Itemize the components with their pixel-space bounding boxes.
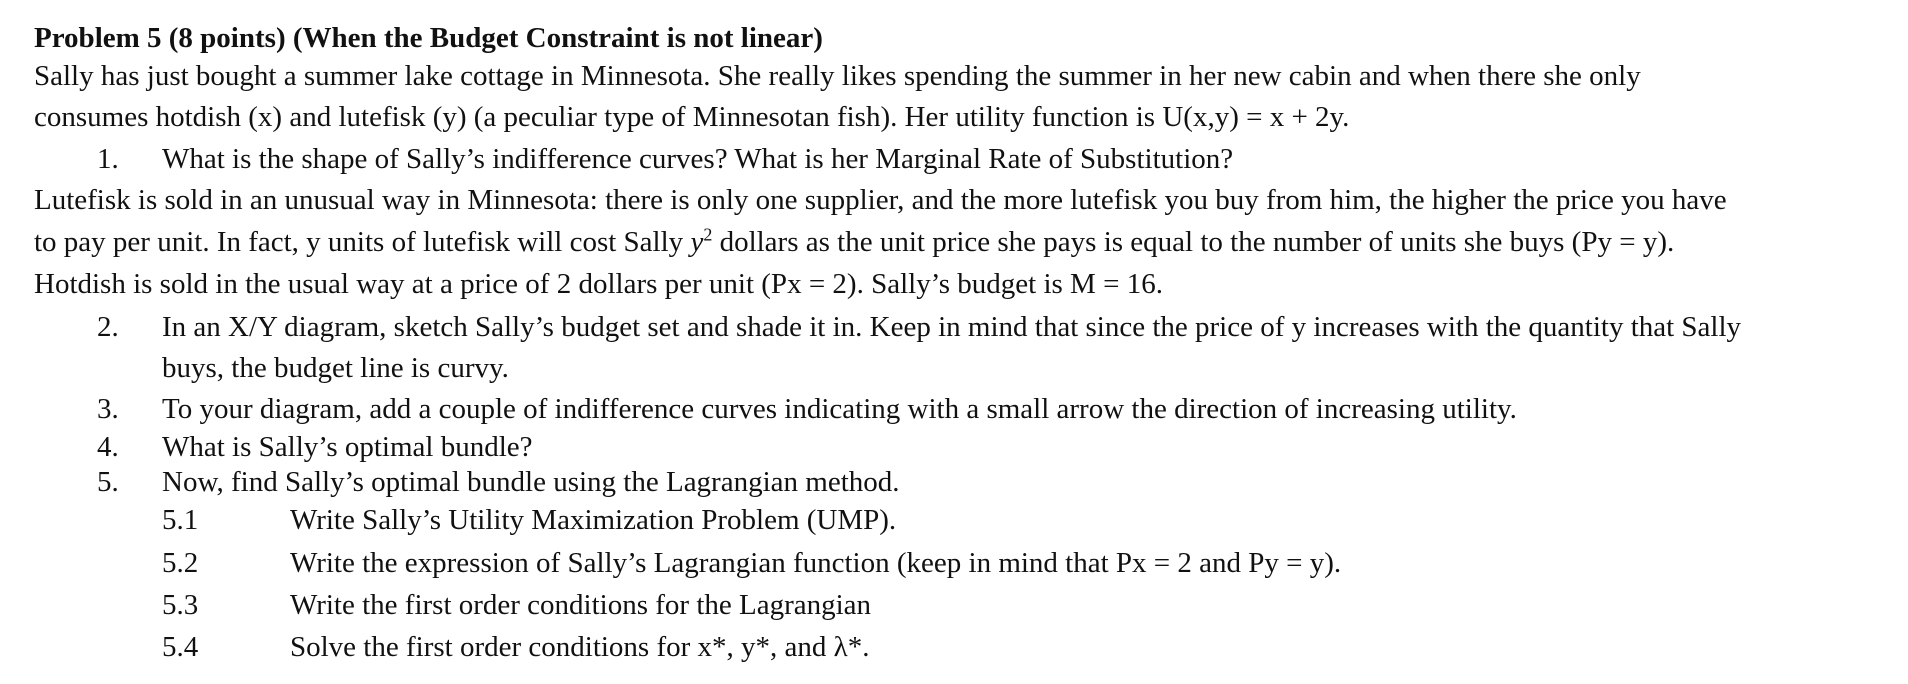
q3-text: To your diagram, add a couple of indifference curves indicating with a small arrow the direction of increasing utility. bbox=[162, 393, 1517, 425]
sub-5-2-text: Write the expression of Sally’s Lagrangian function (keep in mind that Px = 2 and Py = y). bbox=[290, 547, 1342, 579]
intro-line-2: consumes hotdish (x) and lutefisk (y) (a peculiar type of Minnesotan fish). Her utility function is U(x,y) = x + 2y. bbox=[34, 101, 1350, 133]
q2-text-2: buys, the budget line is curvy. bbox=[162, 352, 509, 384]
y-squared-exponent: 2 bbox=[703, 224, 713, 245]
sub-5-3-number: 5.3 bbox=[162, 589, 199, 621]
para-line-2-a: to pay per unit. In fact, y units of lutefisk will cost Sally bbox=[34, 226, 691, 258]
q5-text: Now, find Sally’s optimal bundle using the Lagrangian method. bbox=[162, 466, 900, 498]
sub-5-3-text: Write the first order conditions for the Lagrangian bbox=[290, 589, 872, 621]
problem-title: Problem 5 (8 points) (When the Budget Constraint is not linear) bbox=[34, 22, 823, 54]
sub-5-1-text: Write Sally’s Utility Maximization Problem (UMP). bbox=[290, 504, 897, 536]
sub-5-1-number: 5.1 bbox=[162, 504, 199, 536]
sub-5-2-number: 5.2 bbox=[162, 547, 199, 579]
q3-number: 3. bbox=[97, 393, 119, 425]
para-line-2-b: dollars as the unit price she pays is equal to the number of units she buys (Py = y). bbox=[712, 226, 1675, 258]
para-line-2 bbox=[34, 222, 1674, 262]
q5-number: 5. bbox=[97, 466, 119, 498]
q4-number: 4. bbox=[97, 431, 119, 463]
sub-5-4-number: 5.4 bbox=[162, 631, 199, 663]
q2-text-1: In an X/Y diagram, sketch Sally’s budget set and shade it in. Keep in mind that since the price of y increases with the quantity that Sally bbox=[162, 311, 1742, 343]
y-squared-variable: y bbox=[690, 226, 704, 258]
q1-number: 1. bbox=[97, 143, 119, 175]
q4-text: What is Sally’s optimal bundle? bbox=[162, 431, 533, 463]
q1-text: What is the shape of Sally’s indifference curves? What is her Marginal Rate of Substitution? bbox=[162, 143, 1234, 175]
sub-5-4-text: Solve the first order conditions for x*, y*, and λ*. bbox=[290, 631, 870, 663]
intro-line-1: Sally has just bought a summer lake cottage in Minnesota. She really likes spending the summer in her new cabin and when there she only bbox=[34, 60, 1641, 92]
q2-number: 2. bbox=[97, 311, 119, 343]
para-line-3: Hotdish is sold in the usual way at a price of 2 dollars per unit (Px = 2). Sally’s budget is M = 16. bbox=[34, 268, 1163, 300]
para-line-1: Lutefisk is sold in an unusual way in Minnesota: there is only one supplier, and the more lutefisk you buy from him, the higher the price you have bbox=[34, 184, 1727, 216]
